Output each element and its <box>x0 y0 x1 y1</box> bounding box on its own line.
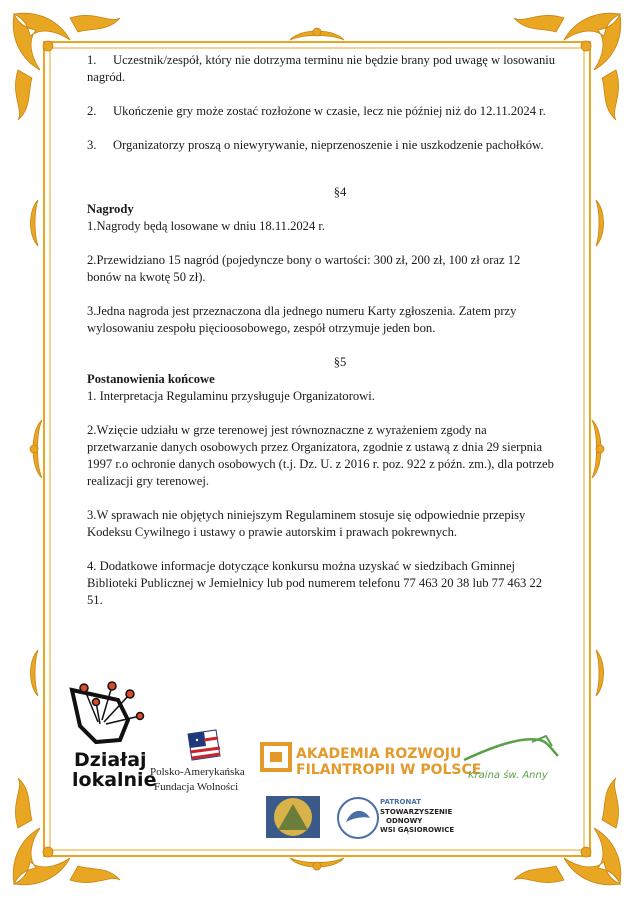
section-4-title: Nagrody <box>87 202 134 216</box>
section-5-sign: §5 <box>333 355 347 369</box>
section-5-item: 1. Interpretacja Regulaminu przysługuje Organizatorowi. <box>87 389 375 403</box>
rule-text: Organizatorzy proszą o niewyrywanie, nieprzenoszenie i nie uszkodzenie pachołków. <box>113 138 544 152</box>
rule-number: 3. <box>87 138 97 152</box>
section-4-item: 1.Nagrody będą losowane w dniu 18.11.2024 r. <box>87 219 326 233</box>
rule-number: 2. <box>87 104 97 118</box>
section-4-sign: §4 <box>333 185 347 199</box>
pafw-line1: Polsko-Amerykańska <box>150 766 245 778</box>
section-4-item: 2.Przewidziano 15 nagród (pojedyncze bony o wartości: 300 zł, 200 zł, 100 zł oraz 12 bonów na kwotę 50 zł). <box>87 253 521 284</box>
stowarzyszenie-logo <box>338 798 454 838</box>
section-5-item: 3.W sprawach nie objętych niniejszym Regulaminem stosuje się odpowiednie przepisy Kodeksu Cywilnego i ustawy o prawie autorskim i prawach pokrewnych. <box>87 508 526 539</box>
stowarzyszenie-line3: WSI GĄSIOROWICE <box>380 826 455 834</box>
rule-text: Uczestnik/zespół, który nie dotrzyma terminu nie będzie brany pod uwagę w losowaniu nagród. <box>87 53 556 84</box>
lokalnie-text: lokalnie <box>72 769 157 791</box>
kraina-text: Kraina św. Anny <box>468 770 548 781</box>
dzialaj-lokalnie-logo <box>72 682 156 791</box>
section-5-item: 4. Dodatkowe informacje dotyczące konkursu można uzyskać w siedzibach Gminnej Biblioteki Publicznej w Jemielnicy lub pod numerem telefonu 77 463 20 38 lub 77 463 22 51. <box>87 559 543 607</box>
rule-number: 1. <box>87 53 97 67</box>
section-5-item: 2.Wzięcie udziału w grze terenowej jest równoznaczne z wyrażeniem zgody na przetwarzanie danych osobowych przez Organizatora, zgodnie z ustawą z dnia 29 sierpnia 1997 r.o ochronie danych osobowych (t.j. Dz. U. z 2016 r. poz. 922 z późn. zm.), dla potrzeb realizacji gry terenowej. <box>87 423 554 488</box>
kraina-sw-anny-logo <box>464 736 558 781</box>
patronat-text: PATRONAT <box>380 798 421 806</box>
village-emblem-logo <box>266 796 320 838</box>
stowarzyszenie-line2: ODNOWY <box>386 817 423 825</box>
section-5-title: Postanowienia końcowe <box>87 372 215 386</box>
akademia-logo <box>262 744 481 778</box>
pafw-line2: Fundacja Wolności <box>154 781 239 793</box>
rule-text: Ukończenie gry może zostać rozłożone w czasie, lecz nie później niż do 12.11.2024 r. <box>113 104 546 118</box>
pafw-logo <box>150 730 245 793</box>
akademia-line1: AKADEMIA ROZWOJU <box>296 746 462 762</box>
section-4-item: 3.Jedna nagroda jest przeznaczona dla jednego numeru Karty zgłoszenia. Zatem przy wylosowaniu zespołu pięcioosobowego, zespół otrzymuje jeden bon. <box>87 304 517 335</box>
akademia-line2: FILANTROPII W POLSCE <box>296 762 482 778</box>
stowarzyszenie-line1: STOWARZYSZENIE <box>380 808 453 816</box>
dzialaj-text: Działaj <box>74 749 147 771</box>
